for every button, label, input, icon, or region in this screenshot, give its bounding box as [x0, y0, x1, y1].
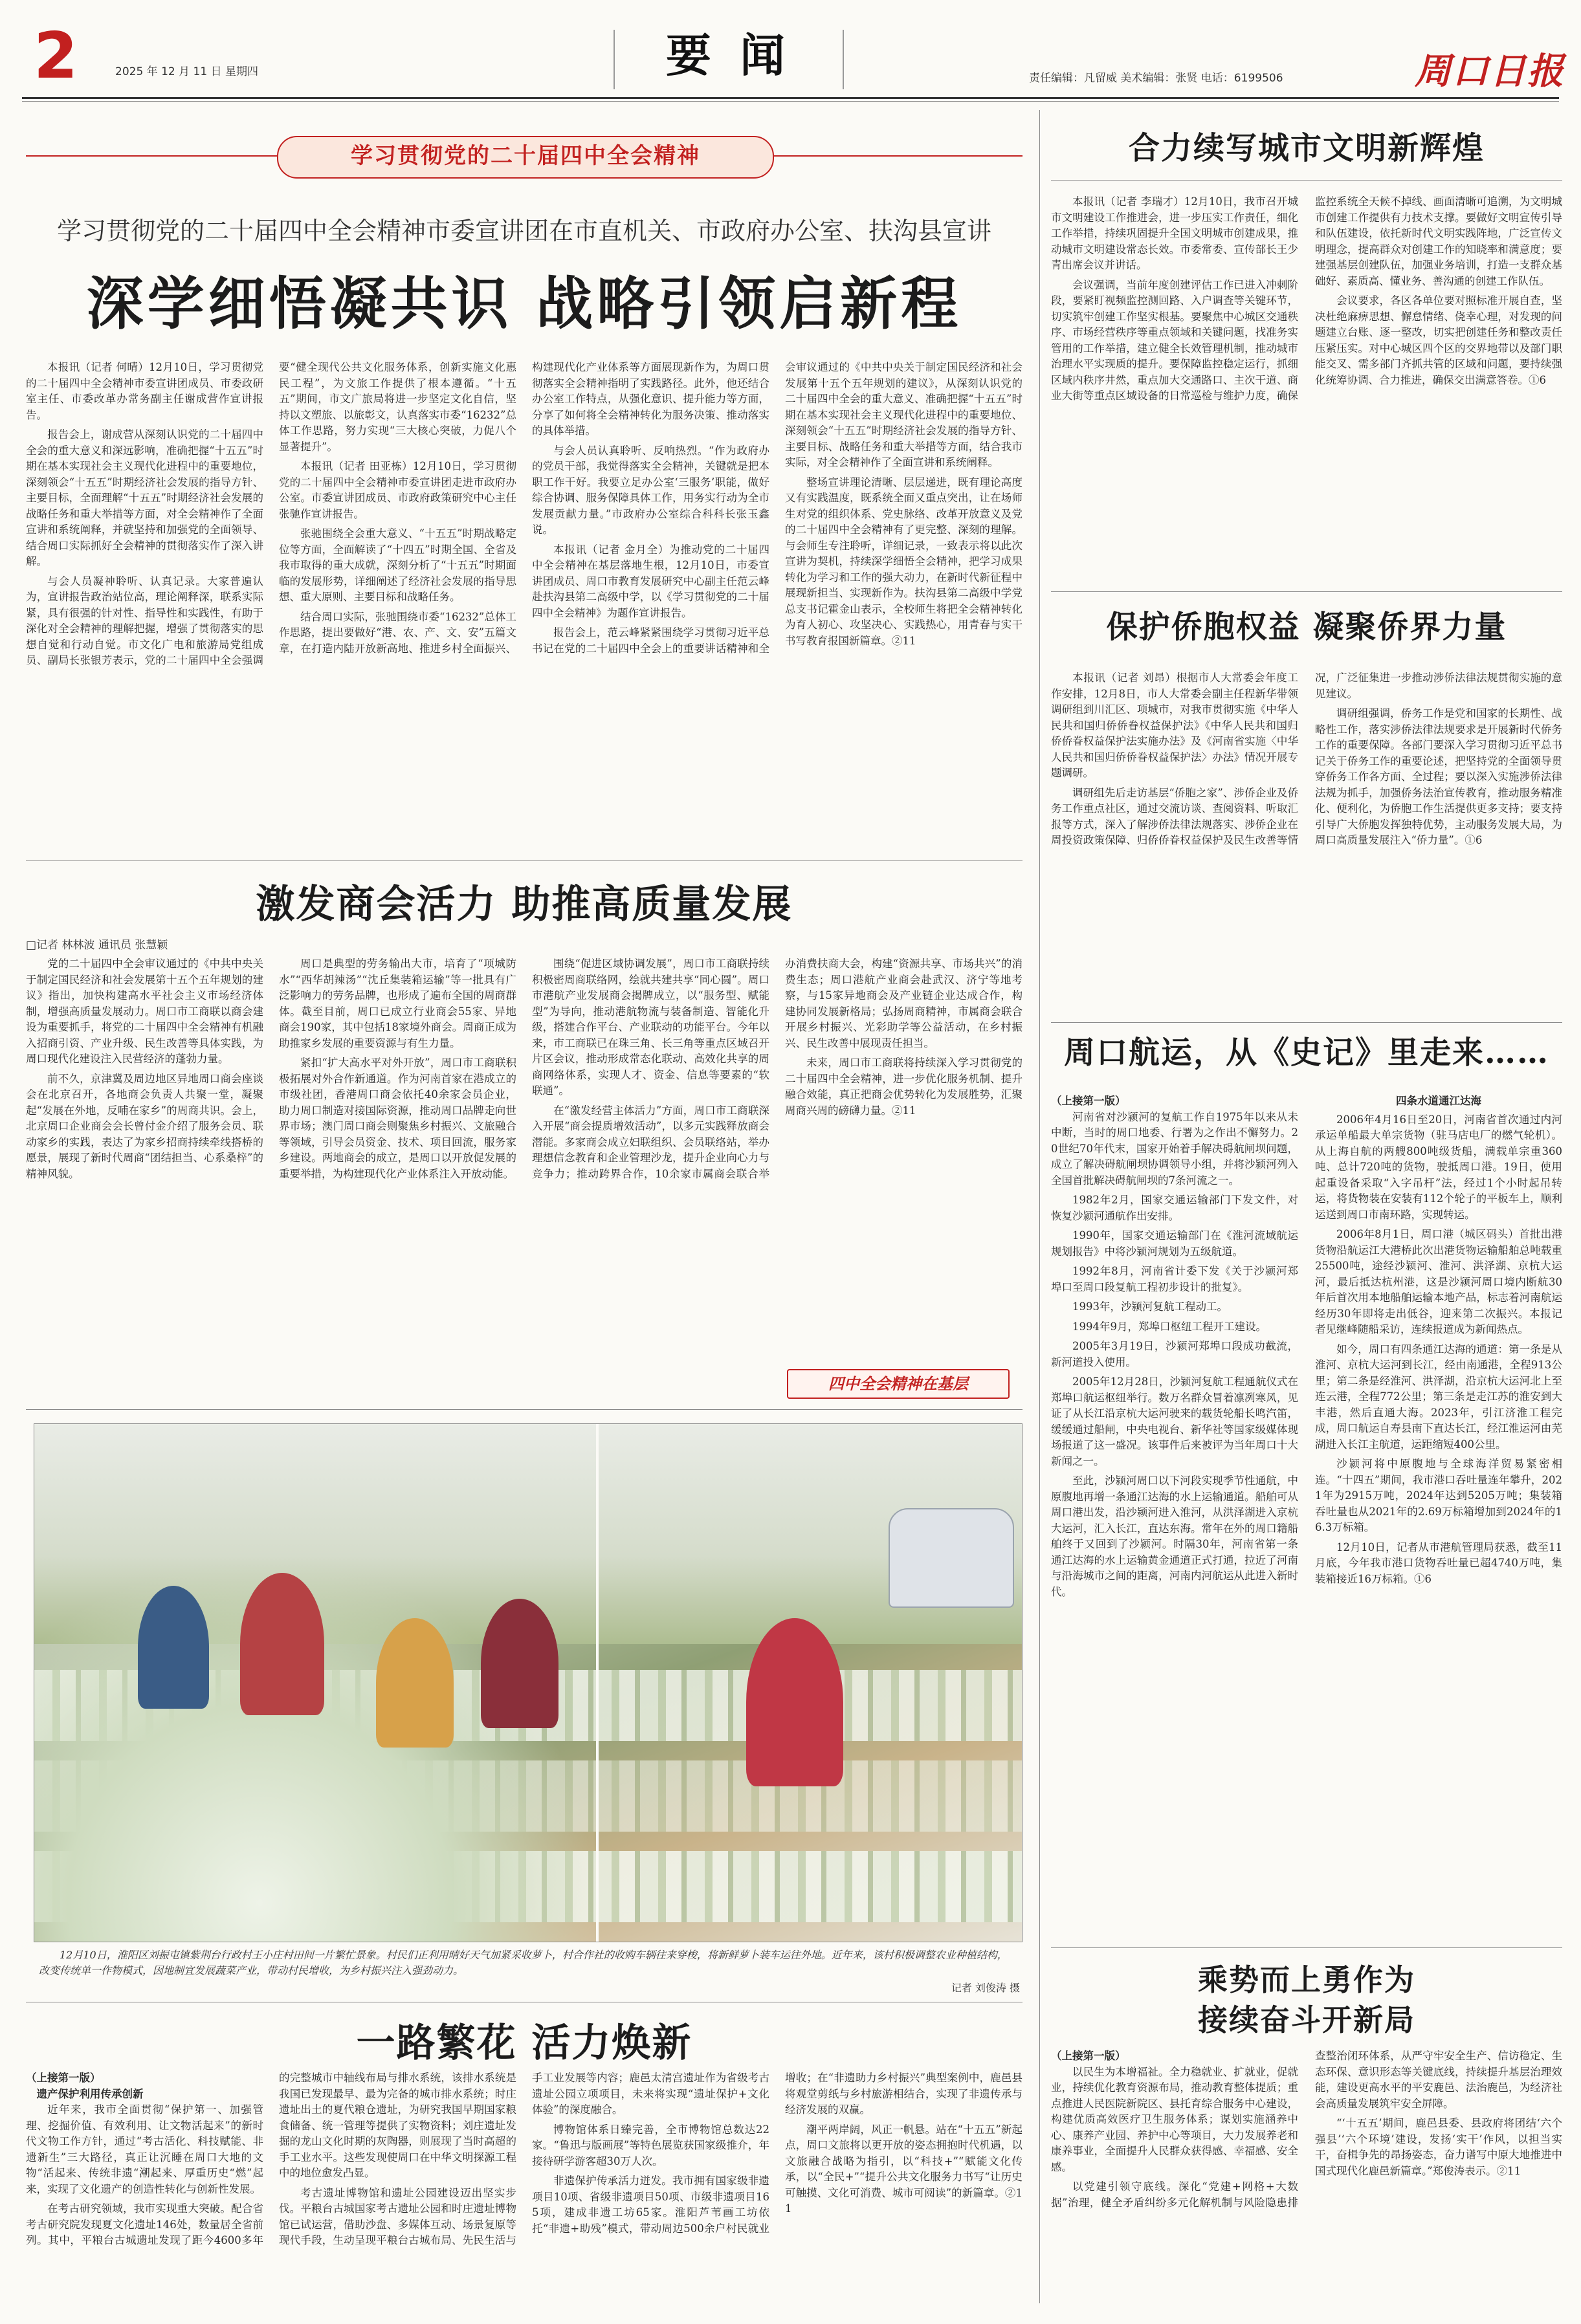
theme-banner: [26, 136, 1023, 176]
story2-p2: 前不久，京津冀及周边地区异地周口商会座谈会在北京召开，各地商会负责人共聚一堂，凝聚起“发展在外地，反哺在家乡”的周商共识。会上，北京周口企业商会会长曾付金介绍了服务会员、联动家乡的实践，表达了为家乡招商持续牵线搭桥的愿景，展现了新时代周商“团结担当、心系桑梓”的精神风貌。: [26, 1072, 263, 1180]
story7-p2: 以党建引领守底线。深化“党建+网格+大数据”治理，健全矛盾纠纷多元化解机制与风险隐患排查整治闭环体系，从严守牢安全生产、信访稳定、生态环保、意识形态等关键底线，持续提升基层治理效能，建设更高水平的平安鹿邑、法治鹿邑，为经济社会高质量发展筑牢安全屏障。: [1051, 2050, 1562, 2209]
story6-bottom-rule: [1051, 1947, 1562, 1948]
story7-continued: （上接第一版）: [1051, 2050, 1126, 2062]
story3-headline: 一路繁花 活力焕新: [356, 2021, 692, 2066]
story2-p4: 紧扣“扩大高水平对外开放”，周口市工商联积极拓展对外合作新通道。作为河南首家在港成立的市级社团，香港周口商会依托40余家会员企业，助力周口制造对接国际资源，推动周口品牌走向世界市场；澳门周口商会则聚焦乡村振兴、文旅融合等领域，引导会员资金、技术、项目回流，服务家乡建设。两地商会的成立，是周口以开放促发展的重要举措，为构建现代化产业体系注入开放动能。: [279, 1057, 516, 1180]
story4-body: [1051, 194, 1562, 582]
story7-p1: 以民生为本增福祉。全力稳就业、扩就业，促就业，持续优化教育资源布局，推动教育整体提质；重点推进人民医院新院区、县托育综合服务中心建设，构建优质高效医疗卫生服务体系；谋划实施涵养中心、康养产业园、养护中心等项目，大力发展养老和康养事业，全面提升人民群众获得感、幸福感、安全感。: [1051, 2065, 1298, 2173]
masthead-rule: [22, 97, 1559, 99]
banner-label: 学习贯彻党的二十届四中全会精神: [351, 143, 700, 169]
story3-p3: 考古遗址博物馆和遗址公园建设迈出坚实步伐。平粮台古城国家考古遗址公园和时庄遗址博物馆已试运营，借助沙盘、多媒体互动、场景复原等现代手段，生动呈现平粮台古城布局、先民生活与手工业发展等内容；鹿邑太清宫遗址作为省级考古遗址公园立项项目，未来将实现“遗址保护+文化体验”的深度融合。: [279, 2072, 769, 2246]
story2-p5: 围绕“促进区域协调发展”，周口市工商联持续积极密周商联络网，绘就共建共享“同心圆”。周口市港航产业发展商会揭牌成立，以“服务型、赋能型”为导向，推动港航物流与装备制造、智能化升级，搭建合作平台、产业联动的功能平台。今年以来，市工商联已在珠三角、长三角等重点区域召开片区会议，推动形成常态化联动、高效化共享的周商网络体系，实现人才、资金、信息等要素的“软联通”。: [532, 958, 769, 1097]
story6-p3: 1990年，国家交通运输部门在《淮河流域航运规划报告》中将沙颍河规划为五级航道。: [1051, 1229, 1298, 1258]
field-photo: [34, 1423, 1023, 1942]
story6-p6: 1994年9月，郑埠口枢纽工程开工建设。: [1072, 1320, 1266, 1333]
story6-p7: 2005年3月19日，沙颍河郑埠口段成功截流，新河道投入使用。: [1051, 1340, 1298, 1368]
photo-divider: [596, 1424, 599, 1942]
story1-p4: 本报讯（记者 田亚栋）12月10日，学习贯彻党的二十届四中全会精神市委宣讲团走进市政府办公室。市委宣讲团成员、市政府政策研究中心主任张驰作宣讲报告。: [279, 460, 516, 520]
story6-p15: 12月10日，记者从市港航管理局获悉，截至11月底，今年我市港口货物吞吐量已超4740万吨，集装箱接近16万标箱。①6: [1315, 1540, 1562, 1585]
story3-p2: 在考古研究领域，我市实现重大突破。配合省考古研究院发现夏文化遗址146处，数量居全省前列。其中，平粮台古城遗址发现了距今4600多年的完整城市中轴线布局与排水系统，该排水系统是我国已发现最早、最为完备的城市排水系统；时庄遗址出土的夏代粮仓遗址，为研究我国早期国家粮食储备、统一管理等提供了实物资料；刘庄遗址发掘的龙山文化时期的灰陶器，则展现了当时高超的手工业水平。这些发现使周口在中华文明探源工程中的地位愈发凸显。: [26, 2072, 516, 2246]
column-separator: [1039, 110, 1040, 2303]
villager-figure-1: [138, 1586, 209, 1709]
masthead-divider-left: [614, 30, 615, 89]
story6-subhead: 四条水道通江达海: [1396, 1095, 1481, 1107]
story1-p3: 与会人员凝神聆听、认真记录。大家普遍认为，宣讲报告政治站位高，理论阐释深，联系实际紧，具有很强的针对性、指导性和实践性，有助于深化对全会精神的理解把握，增强了贯彻落实的思想自觉和行动自觉。市文化广电和旅游局党组成员、副局长张银芳表示，党的二十届四中全会强调要“健全现代公共文化服务体系，创新实施文化惠民工程”，为文旅工作提供了根本遵循。“十五五”期间，市文广旅局将进一步坚定文化自信，坚持以文塑旅、以旅彰文，认真落实市委“16232”总体工作思路，努力实现“三大核心突破，力促八个显著提升”。: [26, 361, 516, 666]
story5-body: [1051, 670, 1562, 1013]
farm-vehicle: [889, 1508, 1014, 1608]
story2-headline: 激发商会活力 助推高质量发展: [256, 882, 793, 927]
story5-p3: 调研组强调，侨务工作是党和国家的长期性、战略性工作，落实涉侨法律法规要求是开展新时代侨务工作的重要保障。各部门要深入学习贯彻习近平总书记关于侨务工作的重要论述，把坚持党的全面领导贯穿侨务工作各方面、全过程；要以深入实施涉侨法律法规为抓手，加强侨务法治宣传教育，推动服务精准化、便利化，为侨胞工作生活提供更多支持；要支持引导广大侨胞发挥独特优势，主动服务发展大局，为周口高质量发展注入“侨力量”。①6: [1315, 707, 1562, 846]
story1-p5: 张驰围绕全会重大意义、“十五五”时期战略定位等方面，全面解读了“十四五”时期全国、全省及我市取得的重大成就，深刻分析了“十五五”时期面临的发展形势，详细阐述了经济社会发展的指导思想、重大原则、主要目标和战略任务。: [279, 527, 516, 603]
story4-head-rule: [1051, 180, 1562, 181]
story3-p5: 非遗保护传承活力迸发。我市拥有国家级非遗项目10项、省级非遗项目50项、市级非遗项目165项，建成非遗工坊65家。淮阳芦苇画工坊依托“非遗+助残”模式，带动周边500余户村民就业增收；在“非遗助力乡村振兴”典型案例中，鹿邑县将观堂剪纸与乡村旅游相结合，实现了非遗传承与经济发展的双赢。: [532, 2072, 1023, 2235]
story1-headline: 深学细悟凝共识 战略引领启新程: [86, 270, 962, 337]
story6-body: [1051, 1093, 1562, 1954]
story3-p6: 潮平两岸阔，风正一帆悬。站在“十五五”新起点，周口文旅将以更开放的姿态拥抱时代机遇，以文旅融合战略为指引，以“科技+”“赋能文化传承，以“全民+”“提升公共文化服务力书写“让历史可触摸、文化可消费、城市可阅读”的新篇章。②11: [785, 2123, 1023, 2215]
story4-p3: 会议要求，各区各单位要对照标准开展自查，坚决杜绝麻痹思想、懈怠情绪、侥幸心理，对发现的问题建立台账、逐一整改，切实把创建任务和整改责任压紧压实。对中心城区四个区的交界地带以及部门职能交叉、需多部门齐抓共管的区域和问题，要持续强化统筹协调、合力推进，确保交出满意答卷。①6: [1315, 294, 1562, 386]
story6-p4: 1992年8月，河南省计委下发《关于沙颍河郑埠口至周口段复航工程初步设计的批复》。: [1051, 1265, 1298, 1293]
story7-headline-2: 接续奋斗开新局: [1198, 2002, 1415, 2037]
story2-tag-label: 四中全会精神在基层: [828, 1374, 968, 1393]
villager-figure-3: [376, 1618, 454, 1748]
story5-headline: 保护侨胞权益 凝聚侨界力量: [1106, 609, 1507, 645]
story4-p2: 会议强调，当前年度创建评估工作已进入冲刺阶段，要紧盯视频监控测回路、入户调查等关键环节，切实筑牢创建工作坚实根基。要聚焦中心城区交通秩序、市场经营秩序等重点领域和关键问题，找准务实管用的工作举措，建立健全长效管理机制，推动城市治理水平实现质的提升。要保障监控稳定运行，抓细区域内秩序井然，重点加大交通路口、主次干道、商业大街等重点区域设备的日常巡检与维护力度，确保监控系统全天候不掉线、画面清晰可追溯，为文明城市创建工作提供有力技术支撑。要做好文明宣传引导和队伍建设，依托新时代文明实践阵地，广泛宣传文明理念，提高群众对创建工作的知晓率和满意度；要建强基层创建队伍，加强业务培训，打造一支群众基础好、素质高、懂业务、善沟通的创建工作队伍。: [1051, 195, 1562, 402]
story3-p1: 近年来，我市全面贯彻“保护第一、加强管理、挖掘价值、有效利用、让文物活起来”的新时代文物工作方针，通过“考古活化、科技赋能、非遗新生”三大路径，真正让沉睡在周口大地的文物“活起来、传统非遗“潮起来、厚重历史“燃”起来，实现了文化遗产的创造性转化与创新性发展。: [26, 2103, 263, 2195]
page-number: 2: [34, 19, 78, 93]
story3-subhead: 遗产保护利用传承创新: [36, 2087, 144, 2100]
story6-p12: 2006年8月1日，周口港（城区码头）首批出港货物沿航运江大港桥此次出港货物运输船舶总吨载重25500吨，途经沙颍河、淮河、洪泽湖、京杭大运河，最后抵达杭州港，这是沙颍河周口境内断航30年后首次用本地船舶运输本地产品，标志着河南航运经历30年即将走出低谷，迎来第二次振兴。本报记者见继峰随船采访，连续报道成为新闻热点。: [1315, 1228, 1562, 1335]
story6-p5: 1993年，沙颍河复航工程动工。: [1072, 1300, 1228, 1313]
story6-p2: 1982年2月，国家交通运输部门下发文件，对恢复沙颍河通航作出安排。: [1051, 1194, 1298, 1222]
story7-body: [1051, 2048, 1562, 2314]
story1-p9: 报告会上，范云峰紧紧围绕学习贯彻习近平总书记在党的二十届四中全会上的重要讲话精神和全会审议通过的《中共中央关于制定国民经济和社会发展第十五个五年规划的建议》，从深刻认识党的二十届四中全会的重大意义、准确把握“十五五”时期在基本实现社会主义现代化进程中的重要地位、深刻领会“十五五”时期经济社会发展的指导方针、主要目标、战略任务和重大举措等方面，结合我市实际，对全会精神作了全面宣讲和系统阐释。: [532, 361, 1023, 655]
villager-figure-4: [481, 1599, 558, 1728]
story2-tag: [787, 1369, 1010, 1399]
issue-date: 2025 年 12 月 11 日 星期四: [115, 65, 258, 78]
story6-p8: 2005年12月28日，沙颍河复航工程通航仪式在郑埠口航运枢纽举行。数万名群众冒着凛冽寒风，见证了从长江沿京杭大运河驶来的载货轮船长鸣汽笛，缓缓通过船闸，中央电视台、新华社等国家级媒体现场报道了这一盛况。该事件后来被评为当年周口十大新闻之一。: [1051, 1376, 1298, 1467]
story1-body: [26, 360, 1023, 851]
section-title: 要 闻: [665, 28, 792, 82]
story4-headline: 合力续写城市文明新辉煌: [1128, 130, 1485, 166]
villager-figure-5: [746, 1618, 843, 1786]
photo-credit: 记者 刘俊涛 摄: [951, 1982, 1020, 1994]
masthead-divider-right: [843, 30, 844, 89]
masthead-rule-thin: [22, 101, 1559, 102]
story2-bottom-rule: [26, 1409, 1023, 1410]
story4-bottom-rule: [1051, 591, 1562, 592]
story2-p1: 党的二十届四中全会审议通过的《中共中央关于制定国民经济和社会发展第十五个五年规划的建议》指出，加快构建高水平社会主义市场经济体制，增强高质量发展动力。周口市工商联以商会建设为重要抓手，将党的二十届四中全会精神有机融入招商引资、产业升级、民生改善等具体实践，为周口现代化建设注入民营经济的蓬勃力量。: [26, 958, 263, 1065]
story5-bottom-rule: [1051, 1022, 1562, 1023]
story3-p4: 博物馆体系日臻完善，全市博物馆总数达22家。“鲁迅与版画展”等特色展览获国家级推介，年接待研学游客超30万人次。: [532, 2123, 769, 2167]
story5-p1: 本报讯（记者 刘昂）根据市人大常委会年度工作安排，12月8日，市人大常委会副主任程新华带领调研组到川汇区、项城市，对我市贯彻实施《中华人民共和国归侨侨眷权益保护法》《中华人民共和国归侨侨眷权益保护法实施办法》及《河南省实施〈中华人民共和国归侨侨眷权益保护法〉办法》情况开展专题调研。: [1051, 672, 1298, 779]
story2-p6: 在“激发经营主体活力”方面，周口市工商联深入开展“商会提质增效活动”，以多元实践释放商会潜能。多家商会成立妇联组织、会员联络站，举办理想信念教育和企业管理沙龙，提升企业向心力与竞争力；推动跨界合作，10余家市属商会联合举办消费扶商大会，构建“资源共享、市场共兴”的消费生态；周口港航产业商会赴武汉、济宁等地考察，与15家异地商会及产业链企业达成合作，构建协同发展新格局；弘扬周商精神，市属商会联合开展乡村振兴、光彩助学等公益活动，在乡村振兴、民生改善中展现责任担当。: [532, 958, 1023, 1180]
story1-p8: 本报讯（记者 金月全）为推动党的二十届四中全会精神在基层落地生根，12月10日，市委宣讲团成员、周口市教育发展研究中心副主任范云峰赴扶沟县第二高级中学，以《学习贯彻党的二十届四中全会精神》为题作宣讲报告。: [532, 543, 769, 619]
story1-p1: 本报讯（记者 何晴）12月10日，学习贯彻党的二十届四中全会精神市委宣讲团成员、市委政研室主任、市委改革办常务副主任谢成营作宣讲报告。: [26, 361, 263, 421]
story6-p11: 2006年4月16日至20日，河南省首次通过内河承运单船最大单宗货物（驻马店电厂的燃气轮机）。从上海自航的两艘800吨级货船，满载单宗重360吨、总计720吨的货物，驶抵周口港。19日，使用起重设备采取“入字吊杆”法，经过1个小时起吊转运，将货物装在安装有112个轮子的平板车上，顺利运送到周口市南环路，实现转运。: [1315, 1113, 1562, 1221]
story6-headline: 周口航运，从《史记》里走来……: [1063, 1035, 1549, 1071]
villager-figure-2: [240, 1573, 324, 1715]
story3-continued: （上接第一版）: [26, 2072, 101, 2084]
story4-p1: 本报讯（记者 李瑞才）12月10日，我市召开城市文明建设工作推进会，进一步压实工作责任，细化工作举措，持续巩固提升全国文明城市创建成果，推动城市文明建设常态长效。市委常委、宣传部长王少青出席会议并讲话。: [1051, 195, 1298, 271]
story6-continued: （上接第一版）: [1051, 1095, 1126, 1107]
story1-p2: 报告会上，谢成营从深刻认识党的二十届四中全会的重大意义和深远影响，准确把握“十五五”时期在基本实现社会主义现代化进程中的重要地位，深刻领会“十五五”时期经济社会发展的指导方针、主要目标，全面理解“十五五”时期经济社会发展的战略任务和重大举措等方面，对全会精神作了全面宣讲和系统阐释，并就坚持和加强党的全面领导、结合周口实际抓好全会精神的贯彻落实作了深入讲解。: [26, 428, 263, 567]
story1-p10: 整场宣讲理论清晰、层层递进，既有理论高度又有实践温度，既系统全面又重点突出，让在场师生对党的组织体系、党史脉络、改革开放意义及党的二十届四中全会精神有了更完整、深刻的理解。与会师生专注聆听，详细记录，一致表示将以此次宣讲为契机，持续深学细悟全会精神，把学习成果转化为学习和工作的强大动力，在新时代新征程中展现新担当、实现新作为。扶沟县第二高级中学党总支书记霍金山表示，全校师生将把全会精神转化为育人初心、攻坚决心、实践热心，用青春与实干书写教育报国新篇章。②11: [785, 476, 1023, 647]
story1-kicker: 学习贯彻党的二十届四中全会精神市委宣讲团在市直机关、市政府办公室、扶沟县宣讲: [56, 217, 991, 245]
story2-body: [26, 956, 1023, 1396]
story6-p1: 河南省对沙颍河的复航工作自1975年以来从未中断，当时的周口地委、行署为之作出不懈努力。20世纪70年代末，国家开始着手解决碍航闸坝问题，成立了解决碍航闸坝协调领导小组，并将沙颍河列入全国首批解决碍航闸坝的7条河流之一。: [1051, 1110, 1298, 1187]
story7-p3: “‘十五五’期间，鹿邑县委、县政府将团结‘六个强县’‘六个环境’建设，发扬‘实干’作风，以担当实干，奋楫争先的昂扬姿态，奋力谱写中原大地推进中国式现代化鹿邑新篇章。”郑俊涛表示。②11: [1315, 2117, 1562, 2177]
story2-p7: 未来，周口市工商联将持续深入学习贯彻党的二十届四中全会精神，进一步优化服务机制、提升融合效能，真正把商会优势转化为发展胜势，汇聚周商兴周的磅礴力量。②11: [785, 1057, 1023, 1117]
editors-line: 责任编辑：凡留威 美术编辑：张贤 电话：6199506: [1029, 72, 1283, 85]
paper-logo: 周口日报: [1415, 50, 1565, 93]
story5-p2: 调研组先后走访基层“侨胞之家”、涉侨企业及侨务工作重点社区，通过交流访谈、查阅资料、听取汇报等方式，深入了解涉侨法律法规落实、涉侨企业在周投资政策保障、归侨侨眷权益保护及民生改善等情况，广泛征集进一步推动涉侨法律法规贯彻实施的意见建议。: [1051, 672, 1562, 846]
story2-byline: □记者 林林波 通讯员 张慧颖: [26, 939, 168, 952]
story1-p6: 结合周口实际，张驰围绕市委“16232”总体工作思路，提出要做好“港、农、产、文、安”五篇文章，在打造内陆开放新高地、推进乡村全面振兴、构建现代化产业体系等方面展现新作为，为周口贯彻落实全会精神指明了实践路径。此外，他还结合办公室工作特点，从强化意识、提升能力等方面，分享了如何将全会精神转化为服务决策、推动落实的具体举措。: [279, 361, 769, 655]
story2-p3: 周口是典型的劳务输出大市，培育了“项城防水”“西华胡辣汤”“沈丘集装箱运输”等一批具有广泛影响力的劳务品牌，也形成了遍布全国的周商群体。截至目前，周口已成立行业商会55家、异地商会190家，其中包括18家境外商会。周商正成为助推家乡发展的重要资源与有生力量。: [279, 958, 516, 1049]
story6-p14: 沙颍河将中原腹地与全球海洋贸易紧密相连。“十四五”期间，我市港口吞吐量连年攀升，2021年为2915万吨，2024年达到5205万吨；集装箱吞吐量也从2021年的2.69万标箱增加到2024年的16.3万标箱。: [1315, 1458, 1562, 1533]
story3-body: [26, 2070, 1023, 2316]
story6-p13: 如今，周口有四条通江达海的通道：第一条是从淮河、京杭大运河到长江，经由南通港，全程913公里；第二条是经淮河、洪泽湖，沿京杭大运河北上至连云港，全程772公里；第三条是走江苏的淮安到大丰港，然后直通大海。2023年，引江济淮工程完成，周口航运自寿县南下直达长江，经江淮运河由芜湖进入长江主航道，运距缩短400公里。: [1315, 1343, 1562, 1451]
story7-headline-1: 乘势而上勇作为: [1198, 1962, 1415, 1997]
photo-caption: 12月10日，淮阳区刘振屯镇紫荆台行政村王小庄村田间一片繁忙景象。村民们正利用晴好天气加紧采收萝卜，村合作社的收购车辆往来穿梭，将新鲜萝卜装车运往外地。近年来，该村积极调整农业种植结构，改变传统单一作物模式，因地制宜发展蔬菜产业，带动村民增收，为乡村振兴注入强劲动力。: [39, 1949, 1008, 1977]
story6-p9: 至此，沙颍河周口以下河段实现季节性通航，中原腹地再增一条通江达海的水上运输通道。船舶可从周口港出发，沿沙颍河进入淮河，从洪泽湖进入京杭大运河，汇入长江，直达东海。常年在外的周口籍船舶终于又回到了沙颍河。时隔30年，河南省第一条通江达海的水上运输黄金通道正式打通，拉近了河南与沿海城市之间的距离，河南内河航运从此进入新时代。: [1051, 1474, 1298, 1598]
story1-p7: 与会人员认真聆听、反响热烈。“作为政府办的党员干部，我觉得落实全会精神，关键就是把本职工作干好。我要立足办公室‘三服务’职能，做好综合协调、服务保障具体工作，用务实行动为全市发展贡献力量。”市政府办公室综合科科长张玉鑫说。: [532, 444, 769, 536]
